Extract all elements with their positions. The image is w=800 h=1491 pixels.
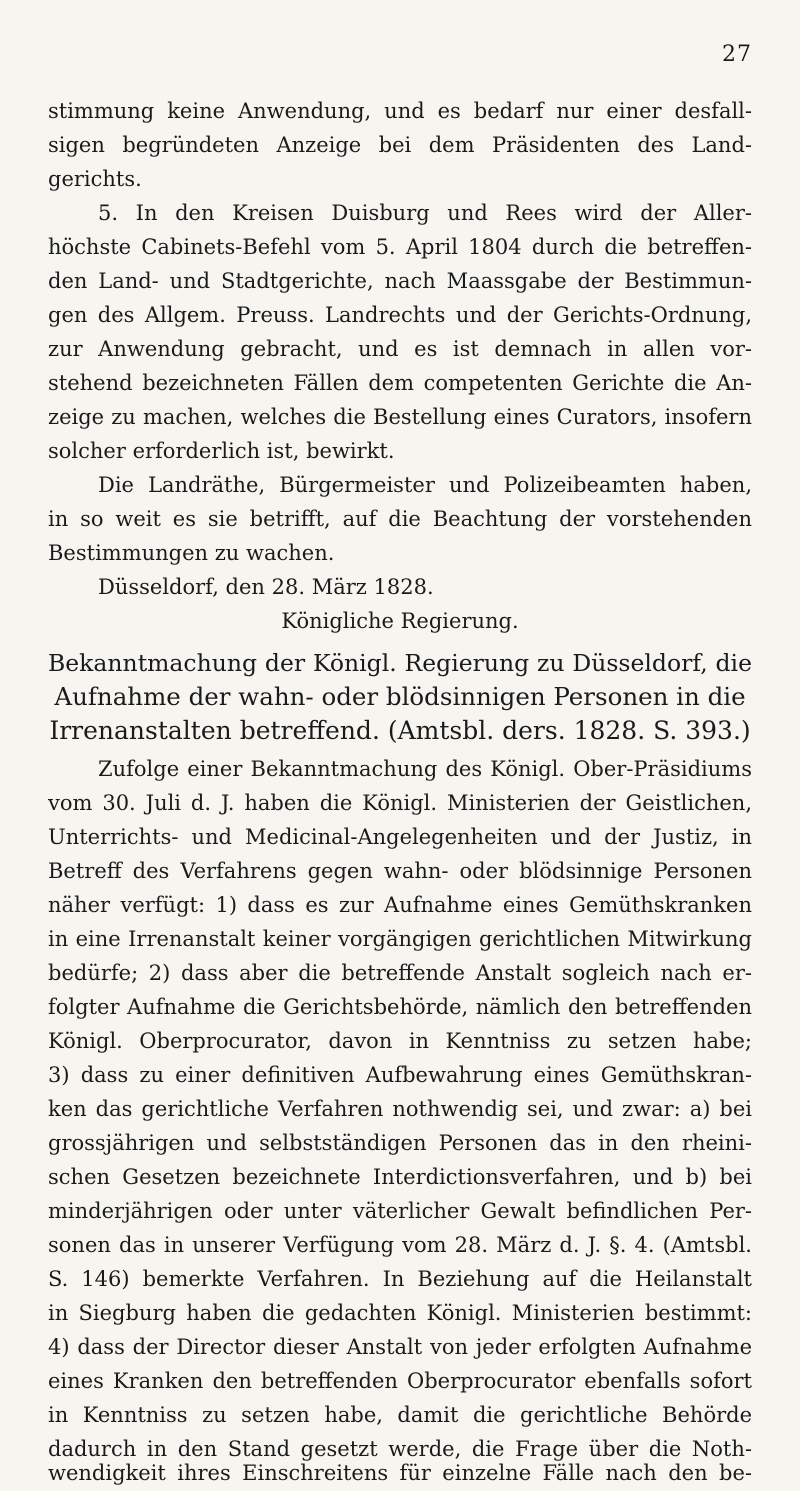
text-line: Die Landräthe, Bürgermeister und Polizeibeamten haben, — [98, 473, 752, 497]
text-line: gerichts. — [48, 167, 142, 191]
text-line: den Land- und Stadtgerichte, nach Maassgabe der Bestimmun- — [48, 269, 752, 293]
text-line: höchste Cabinets-Befehl vom 5. April 1804 durch die betreffen- — [48, 235, 752, 259]
text-line: vom 30. Juli d. J. haben die Königl. Ministerien der Geistlichen, — [48, 791, 752, 815]
text-line: Unterrichts- und Medicinal-Angelegenheiten und der Justiz, in — [48, 825, 752, 849]
text-line: in Kenntniss zu setzen habe, damit die gerichtliche Behörde — [48, 1403, 752, 1427]
text-line: 3) dass zu einer definitiven Aufbewahrung eines Gemüthskran- — [48, 1063, 752, 1087]
section-heading: Aufnahme der wahn- oder blödsinnigen Personen in die — [54, 682, 746, 711]
text-line: Königl. Oberprocurator, davon in Kenntniss zu setzen habe; — [48, 1029, 752, 1053]
text-line: gen des Allgem. Preuss. Landrechts und der Gerichts-Ordnung, — [48, 303, 752, 327]
text-line: in so weit es sie betrifft, auf die Beachtung der vorstehenden — [48, 507, 752, 531]
section-heading: Bekanntmachung der Königl. Regierung zu Düsseldorf, die — [48, 649, 752, 677]
text-line: bedürfe; 2) dass aber die betreffende Anstalt sogleich nach er- — [48, 961, 752, 985]
text-line: grossjährigen und selbstständigen Personen das in den rheini- — [48, 1131, 752, 1155]
signature: Königliche Regierung. — [281, 609, 519, 633]
text-line: Bestimmungen zu wachen. — [48, 541, 335, 565]
text-line: in Siegburg haben die gedachten Königl. Ministerien bestimmt: — [48, 1301, 752, 1325]
text-line: 4) dass der Director dieser Anstalt von jeder erfolgten Aufnahme — [48, 1335, 752, 1359]
text-line: Betreff des Verfahrens gegen wahn- oder blödsinnige Personen — [48, 859, 752, 883]
text-line: Zufolge einer Bekanntmachung des Königl. Ober-Präsidiums — [98, 757, 752, 781]
section-heading: Irrenanstalten betreffend. (Amtsbl. ders. 1828. S. 393.) — [49, 716, 751, 745]
text-line: 5. In den Kreisen Duisburg und Rees wird der Aller- — [98, 201, 752, 225]
text-line: solcher erforderlich ist, bewirkt. — [48, 439, 395, 463]
text-line: sonen das in unserer Verfügung vom 28. März d. J. §. 4. (Amtsbl. — [48, 1233, 752, 1257]
text-line: sigen begründeten Anzeige bei dem Präsidenten des Land- — [48, 133, 752, 157]
text-line: eines Kranken den betreffenden Oberprocurator ebenfalls sofort — [48, 1369, 752, 1393]
text-line: ken das gerichtliche Verfahren nothwendig sei, und zwar: a) bei — [48, 1097, 752, 1121]
text-line: dadurch in den Stand gesetzt werde, die Frage über die Noth- — [48, 1437, 752, 1461]
text-line: zur Anwendung gebracht, und es ist demnach in allen vor- — [48, 337, 752, 361]
text-line: in eine Irrenanstalt keiner vorgängigen gerichtlichen Mitwirkung — [48, 927, 752, 951]
text-line: wendigkeit ihres Einschreitens für einzelne Fälle nach den be- — [48, 1461, 752, 1485]
text-line: minderjährigen oder unter väterlicher Gewalt befindlichen Per- — [48, 1199, 752, 1223]
text-line: näher verfügt: 1) dass es zur Aufnahme eines Gemüthskranken — [48, 893, 752, 917]
date-line: Düsseldorf, den 28. März 1828. — [98, 575, 434, 599]
text-line: stimmung keine Anwendung, und es bedarf nur einer desfall- — [48, 99, 752, 123]
text-line: zeige zu machen, welches die Bestellung eines Curators, insofern — [48, 405, 752, 429]
text-line: S. 146) bemerkte Verfahren. In Beziehung auf die Heilanstalt — [48, 1267, 752, 1291]
page-number: 27 — [722, 42, 752, 67]
text-line: stehend bezeichneten Fällen dem competenten Gerichte die An- — [48, 371, 752, 395]
text-line: folgter Aufnahme die Gerichtsbehörde, nämlich den betreffenden — [48, 995, 752, 1019]
text-line: schen Gesetzen bezeichnete Interdictionsverfahren, und b) bei — [48, 1165, 752, 1189]
